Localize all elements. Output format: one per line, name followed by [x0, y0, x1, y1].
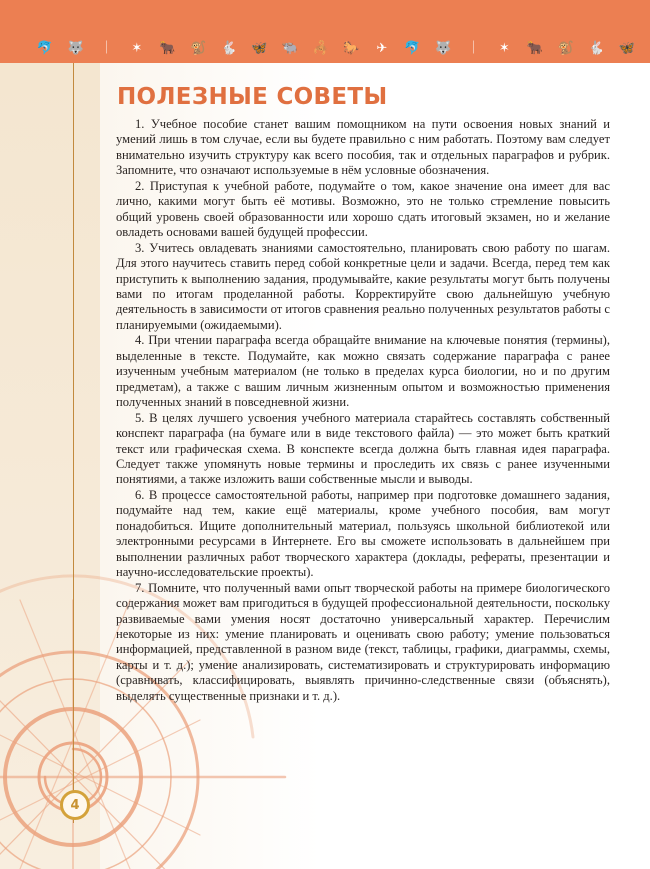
scorpion-icon: 🦂 [312, 41, 329, 56]
tip-paragraph-1: 1. Учебное пособие станет вашим помощником на пути освоения новых знаний и умений лишь в том случае, если вы будете правильно с ним работать. Поэтому вам следует внимательно изучить структуру как всего пособия, так и отдельных параграфов и рубрик. Запомните, что означают используемые в нём условные обозначения. [116, 117, 610, 178]
wolf-icon: 🐺 [67, 41, 84, 56]
dolphin-icon: 🐬 [404, 41, 421, 56]
bird-icon: ✈ [376, 41, 388, 56]
monkey-icon: 🐒 [557, 41, 574, 56]
tip-paragraph-5: 5. В целях лучшего усвоения учебного материала старайтесь составлять собственный конспект параграфа (на бумаге или в виде текстового файла) — это может быть краткий текст или графическая схема. В конспекте всегда должна быть главная идея параграфа. Следует также упомянуть новые термины и проследить их связь с ранее изученными понятиями, а также изложить ваши собственные мысли и выводы. [116, 410, 610, 487]
moth-icon: ✶ [498, 41, 510, 56]
butterfly-icon: 🦋 [251, 41, 268, 56]
seahorse-icon: ｜ [99, 41, 113, 56]
seahorse-icon: ｜ [467, 41, 481, 56]
bull-icon: 🐂 [159, 41, 176, 56]
hare-icon: 🐇 [588, 41, 605, 56]
page-title: ПОЛЕЗНЫЕ СОВЕТЫ [117, 84, 388, 110]
bison-icon: 🐃 [281, 41, 299, 56]
animal-silhouette-strip [36, 40, 636, 58]
butterfly-icon: 🦋 [618, 41, 635, 56]
monkey-icon: 🐒 [190, 41, 207, 56]
header-band [0, 0, 650, 63]
tips-body [116, 117, 610, 704]
tip-paragraph-2: 2. Приступая к учебной работе, подумайте о том, какое значение она имеет для вас лично, какими могут быть её мотивы. Возможно, это не только стремление повысить общий уровень своей образованности или хорошо сдать итоговый экзамен, но и желание овладеть основами вашей будущей профессии. [116, 178, 610, 240]
dolphin-icon: 🐬 [36, 41, 54, 56]
tip-paragraph-3: 3. Учитесь овладевать знаниями самостоятельно, планировать свою работу по шагам. Для этого научитесь ставить перед собой конкретные цели и задачи. Всегда, перед тем как приступить к выполнению задания, продумывайте, какие результаты могут быть получены вами по итогам проделанной работы. Корректируйте свою дальнейшую учебную деятельность в зависимости от итогов сравнения реально полученных результатов работы с планируемыми (ожидаемыми). [116, 240, 610, 332]
tip-paragraph-4: 4. При чтении параграфа всегда обращайте внимание на ключевые понятия (термины), выделенные в тексте. Подумайте, как можно связать содержание параграфа с ранее изученным учебным материалом (не только в пределах курса биологии, но и по другим предметам), а также с вашим личным жизненным опытом и возможностью применения полученных знаний в повседневной жизни. [116, 333, 610, 410]
hare-icon: 🐇 [220, 41, 237, 56]
vertical-margin-rule [73, 63, 74, 823]
horse-icon: 🐎 [343, 41, 360, 56]
wolf-icon: 🐺 [435, 41, 452, 56]
bull-icon: 🐂 [526, 41, 544, 56]
moth-icon: ✶ [131, 41, 143, 56]
page-number: 4 [70, 797, 80, 813]
tip-paragraph-6: 6. В процессе самостоятельной работы, например при подготовке домашнего задания, подумайте над тем, какие ещё материалы, кроме учебного пособия, вам могут понадобиться. Ищите дополнительный материал, пользуясь школьной библиотекой или электронными ресурсами в Интернете. Его вы сможете использовать в дальнейшем при выполнении различных работ творческого характера (доклады, рефераты, презентации и научно-исследовательские проекты). [116, 487, 610, 580]
tip-paragraph-7: 7. Помните, что полученный вами опыт творческой работы на примере биологического содержания может вам пригодиться в будущей профессиональной деятельности, поскольку развиваемые вами умения носят достаточно универсальный характер. Перечислим некоторые из них: умение планировать и оценивать свою работу; умение пользоваться информацией, представленной в разном виде (текст, таблицы, графики, диаграммы, схемы, карты и т. д.); умение анализировать, систематизировать и структурировать информацию (сравнивать, классифицировать, выявлять причинно-следственные связи (объяснять), выделять существенные признаки и т. д.). [116, 580, 610, 703]
left-margin-column [0, 63, 100, 869]
page-number-badge [60, 790, 90, 820]
